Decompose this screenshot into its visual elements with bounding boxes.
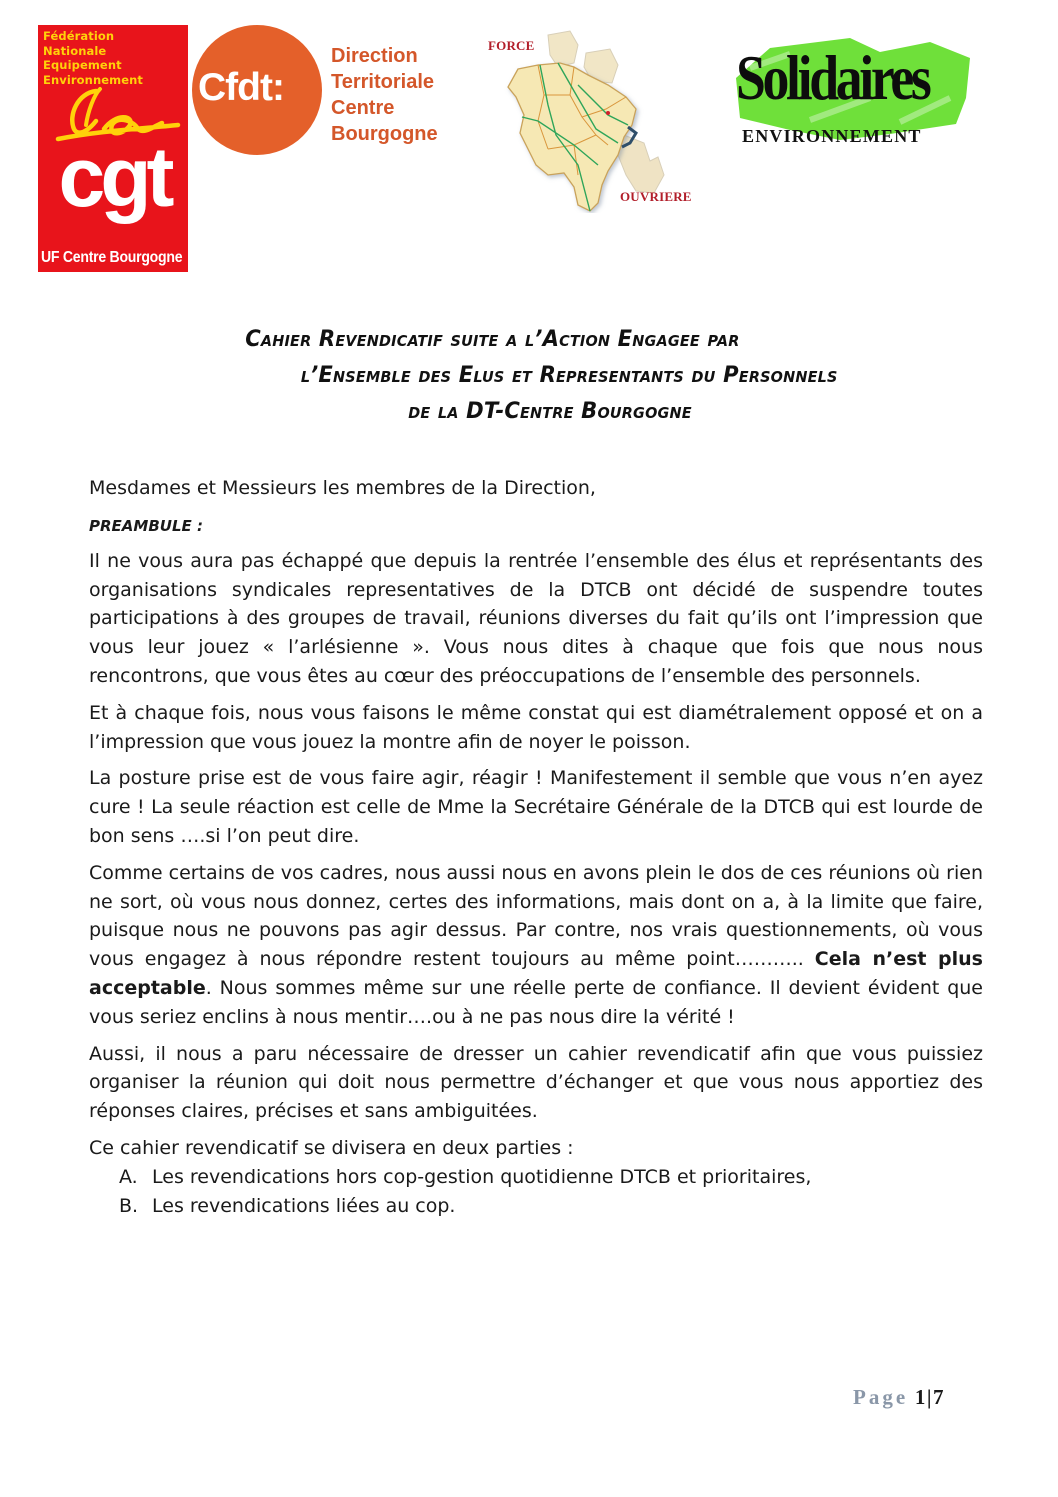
cfdt-line: Centre (331, 97, 395, 119)
parts-intro: Ce cahier revendicatif se divisera en deux parties : (89, 1136, 574, 1159)
list-item-text: Les revendications liées au cop. (152, 1194, 456, 1217)
cgt-fed-line: Nationale (43, 43, 107, 58)
cfdt-brand-text: Cfdt: (198, 66, 284, 109)
cgt-logo (38, 25, 188, 272)
title-line-1: Cahier Revendicatif suite a l’Action Engagee par (245, 327, 740, 352)
cgt-fed-line: Fédération (43, 29, 115, 43)
paragraph: Et à chaque fois, nous vous faisons le même constat qui est diamétralement opposé et on a l’impression que vous jouez la montre afin de noyer le poisson. (89, 701, 983, 753)
salutation: Mesdames et Messieurs les membres de la Direction, (89, 477, 596, 499)
cgt-unit-text: UF Centre Bourgogne (41, 249, 183, 266)
cgt-federation-text (43, 29, 143, 87)
parts-list (89, 1163, 983, 1221)
page-number (853, 1385, 945, 1410)
cgt-fed-line: Equipement (43, 58, 122, 72)
paragraph: La posture prise est de vous faire agir, réagir ! Manifestement il semble que vous n’en ayez cure ! La seule réaction est celle de Mme la Secrétaire Générale de la DTCB qui est lourde de bon sens ….si l’on peut dire. (89, 767, 983, 847)
list-marker: B. (119, 1194, 139, 1217)
cfdt-logo (192, 25, 467, 155)
total-pages: 7 (933, 1385, 946, 1409)
page-label: Page (853, 1385, 909, 1409)
current-page: 1 (914, 1385, 927, 1409)
list-marker: A. (119, 1165, 138, 1188)
cfdt-direction-text (331, 43, 438, 147)
list-item (89, 1192, 983, 1221)
title-line-3: de la DT-Centre Bourgogne (408, 399, 692, 424)
list-item-text: Les revendications hors cop-gestion quotidienne DTCB et prioritaires, (152, 1165, 812, 1188)
solidaires-logo (730, 38, 980, 158)
section-label-preambule: PREAMBULE : (89, 516, 203, 535)
paragraph (89, 859, 983, 1032)
solidaires-brand-text: Solidaires (736, 42, 929, 113)
solidaires-subtitle: ENVIRONNEMENT (742, 126, 922, 146)
title-line-2: l’Ensemble des Elus et Representants du Personnels (300, 363, 838, 388)
force-ouvriere-logo (478, 25, 700, 213)
paragraph-text: Comme certains de vos cadres, nous aussi nous en avons plein le dos de ces réunions où rien ne sort, où vous nous donnez, certes des informations, mais dont on a, à la limite que faire, puisque nous ne pouvons pas agir dessus. Par contre, nos vrais questionnements, où vous vous engagez à nous répondre restent toujours au même point……….. (89, 861, 983, 971)
cfdt-line: Bourgogne (331, 123, 438, 145)
emphasis-text: Cela n’est plus acceptable (89, 948, 983, 999)
cgt-brand-text: cgt (58, 130, 170, 224)
paragraph-text: . Nous sommes même sur une réelle perte de confiance. Il devient évident que vous seriez enclins à nous mentir….ou à ne pas nous dire la vérité ! (89, 976, 983, 1028)
cfdt-line: Direction (331, 45, 418, 67)
page-separator: | (926, 1385, 934, 1409)
cfdt-line: Territoriale (331, 71, 434, 93)
document-title (90, 322, 1010, 430)
paragraph: Il ne vous aura pas échappé que depuis la rentrée l’ensemble des élus et représentants des organisations syndicales representatives de la DTCB ont décidé de suspendre toutes participations à des groupes de travail, réunions diverses du fait qu’ils ont l’impression que vous leur jouez « l’arlésienne ». Vous nous dites à chaque que fois que nous nous rencontrons, que vous êtes au cœur des préoccupations de l’ensemble des personnels. (89, 549, 983, 687)
fo-force-text: FORCE (488, 38, 535, 53)
paragraph: Aussi, il nous a paru nécessaire de dresser un cahier revendicatif afin que vous puissiez organiser la réunion qui doit nous permettre d’échanger et que vous nous apportiez des réponses claires, précises et sans ambiguitées. (89, 1042, 983, 1123)
document-body (89, 474, 983, 1220)
fo-ouvriere-text: OUVRIERE (620, 189, 692, 204)
list-item (89, 1163, 983, 1192)
cgt-fed-line: Environnement (43, 72, 143, 87)
